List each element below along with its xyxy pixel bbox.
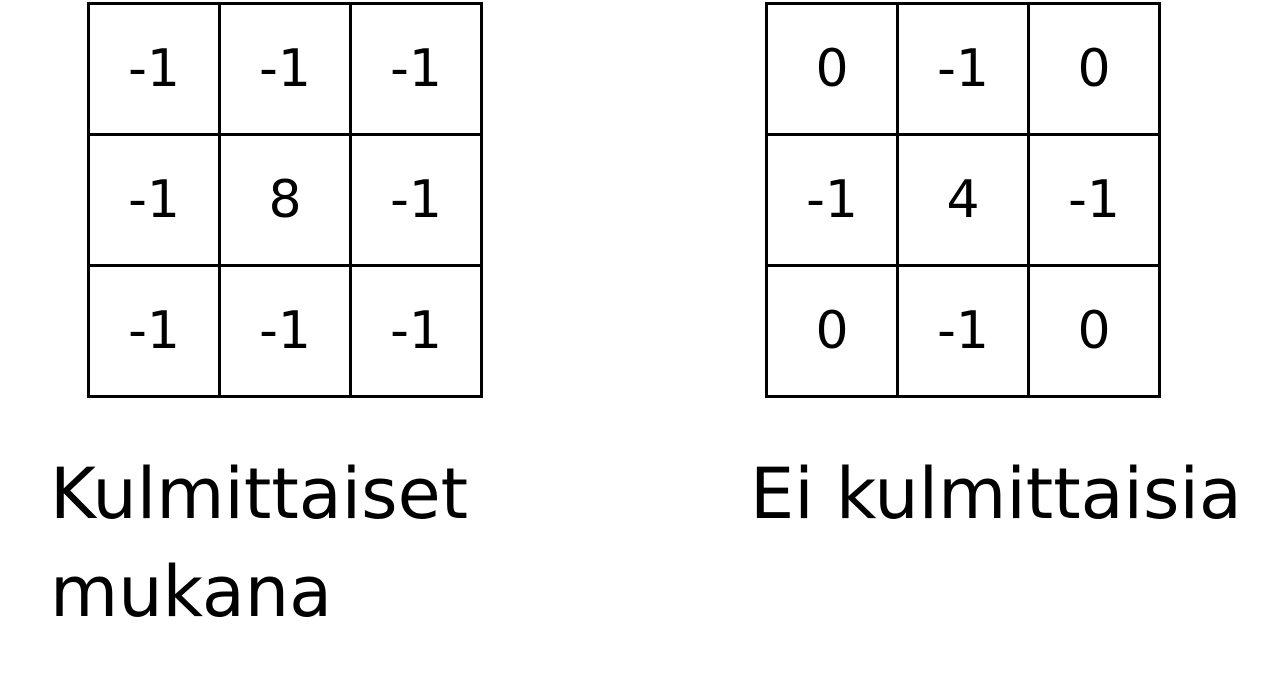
kernel-cell: -1	[1029, 135, 1160, 266]
kernel-cell: -1	[767, 135, 898, 266]
kernel-without-diagonals	[765, 2, 1161, 398]
kernel-cell: -1	[351, 4, 482, 135]
kernel-row	[89, 266, 482, 397]
kernel-cell: -1	[898, 4, 1029, 135]
kernel-cell: -1	[220, 266, 351, 397]
kernel-row	[89, 135, 482, 266]
caption-without-diagonals: Ei kulmittaisia	[750, 453, 1242, 535]
kernel-cell: 0	[1029, 4, 1160, 135]
kernel-cell: 8	[220, 135, 351, 266]
kernel-cell: -1	[898, 266, 1029, 397]
kernel-cell: -1	[89, 266, 220, 397]
kernel-cell: -1	[351, 266, 482, 397]
kernel-cell: 4	[898, 135, 1029, 266]
kernel-with-diagonals	[87, 2, 483, 398]
kernel-cell: 0	[767, 266, 898, 397]
caption-with-diagonals: Kulmittaiset mukana	[50, 453, 469, 633]
kernel-cell: 0	[1029, 266, 1160, 397]
kernel-row	[767, 135, 1160, 266]
kernel-cell: -1	[89, 4, 220, 135]
kernel-cell: -1	[89, 135, 220, 266]
kernel-cell: 0	[767, 4, 898, 135]
kernel-cell: -1	[351, 135, 482, 266]
kernel-row	[767, 266, 1160, 397]
kernel-row	[767, 4, 1160, 135]
kernel-row	[89, 4, 482, 135]
kernel-cell: -1	[220, 4, 351, 135]
